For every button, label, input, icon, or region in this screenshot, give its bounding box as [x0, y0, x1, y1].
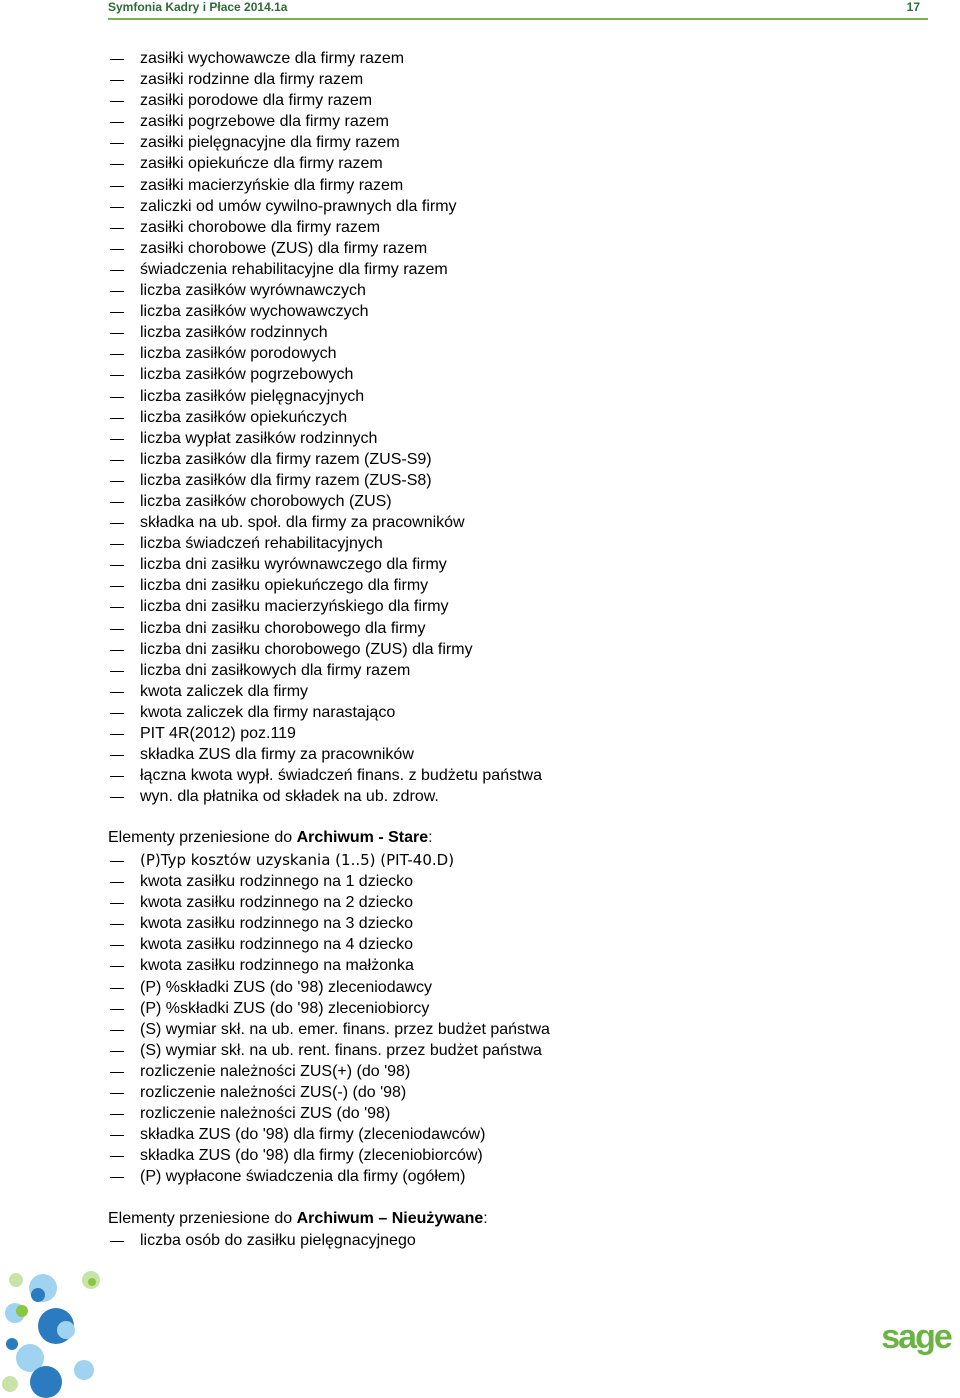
list-item-text: (P) %składki ZUS (do '98) zleceniobiorcy	[140, 999, 430, 1017]
list-item	[108, 343, 868, 364]
list-item	[108, 596, 868, 617]
list-item-text: kwota zasiłku rodzinnego na 2 dziecko	[140, 894, 414, 912]
list-item	[108, 660, 868, 681]
list-item	[108, 175, 868, 196]
list-item-text: liczba zasiłków dla firmy razem (ZUS-S8)	[140, 471, 432, 489]
list-item-text: składka ZUS (do '98) dla firmy (zleceniodawców)	[140, 1126, 486, 1144]
list-item-text: składka ZUS (do '98) dla firmy (zleceniobiorców)	[140, 1147, 483, 1165]
list-item	[108, 850, 868, 871]
list-item	[108, 428, 868, 449]
list-item-text: liczba zasiłków opiekuńczych	[140, 408, 348, 426]
sage-logo	[876, 1318, 956, 1358]
list-item-text: zaliczki od umów cywilno-prawnych dla firmy	[140, 197, 457, 215]
heading-prefix: Elementy przeniesione do	[108, 1210, 297, 1227]
dot	[16, 1305, 28, 1317]
list-item-text: zasiłki opiekuńcze dla firmy razem	[140, 155, 383, 173]
list-item	[108, 955, 868, 976]
list-item	[108, 1082, 868, 1103]
list-item	[108, 786, 868, 807]
list-item	[108, 1040, 868, 1061]
archive-unused-list	[108, 1230, 868, 1251]
list-item	[108, 1061, 868, 1082]
list-item	[108, 871, 868, 892]
list-item-text: kwota zasiłku rodzinnego na 4 dziecko	[140, 936, 414, 954]
list-item-text: liczba świadczeń rehabilitacyjnych	[140, 535, 383, 553]
active-elements-list	[108, 48, 868, 807]
list-item	[108, 723, 868, 744]
list-item-text: liczba zasiłków chorobowych (ZUS)	[140, 492, 392, 510]
dot	[88, 1278, 96, 1286]
list-item-text: łączna kwota wypł. świadczeń finans. z budżetu państwa	[140, 767, 542, 785]
list-item-text: PIT 4R(2012) poz.119	[140, 725, 296, 742]
list-item	[108, 153, 868, 174]
list-item-text: zasiłki macierzyńskie dla firmy razem	[140, 176, 404, 194]
list-item	[108, 892, 868, 913]
list-item-text: kwota zaliczek dla firmy	[140, 682, 309, 700]
list-item	[108, 280, 868, 301]
heading-bold: Archiwum – Nieużywane	[296, 1210, 484, 1227]
list-item-text: kwota zasiłku rodzinnego na małżonka	[140, 957, 414, 975]
list-item	[108, 1166, 868, 1187]
decorative-dots	[0, 1268, 130, 1398]
list-item	[108, 132, 868, 153]
dot	[31, 1288, 45, 1302]
list-item-text: zasiłki chorobowe (ZUS) dla firmy razem	[140, 239, 428, 257]
logo-text: sage	[881, 1318, 951, 1356]
list-item	[108, 301, 868, 322]
list-item-text: (S) wymiar skł. na ub. rent. finans. przez budżet państwa	[140, 1041, 542, 1059]
list-item-text: liczba zasiłków porodowych	[140, 345, 337, 363]
list-item	[108, 449, 868, 470]
dot	[2, 1376, 18, 1392]
list-item	[108, 998, 868, 1019]
list-item-text: zasiłki pogrzebowe dla firmy razem	[140, 113, 389, 131]
page-header	[108, 0, 928, 20]
list-item	[108, 238, 868, 259]
heading-suffix: :	[483, 1210, 488, 1227]
list-item	[108, 618, 868, 639]
list-item	[108, 1019, 868, 1040]
list-item	[108, 48, 868, 69]
list-item-text: kwota zaliczek dla firmy narastająco	[140, 703, 396, 721]
list-item-text: zasiłki chorobowe dla firmy razem	[140, 218, 381, 236]
list-item-text: (P) %składki ZUS (do '98) zleceniodawcy	[140, 978, 433, 996]
heading-prefix: Elementy przeniesione do	[108, 829, 297, 846]
list-item	[108, 765, 868, 786]
list-item-text: liczba dni zasiłku opiekuńczego dla firmy	[140, 577, 429, 595]
list-item-text: zasiłki pielęgnacyjne dla firmy razem	[140, 134, 400, 152]
list-item	[108, 934, 868, 955]
list-item-text: liczba dni zasiłku chorobowego (ZUS) dla firmy	[140, 640, 473, 658]
list-item-text: rozliczenie należności ZUS(+) (do '98)	[140, 1062, 411, 1080]
list-item-text: liczba dni zasiłkowych dla firmy razem	[140, 661, 411, 679]
heading-suffix: :	[428, 829, 433, 846]
list-item-text: wyn. dla płatnika od składek na ub. zdrow.	[140, 788, 439, 806]
list-item-text: liczba zasiłków rodzinnych	[140, 324, 328, 342]
list-item	[108, 533, 868, 554]
list-item	[108, 407, 868, 428]
list-item	[108, 1145, 868, 1166]
list-item-text: liczba zasiłków wyrównawczych	[140, 282, 366, 300]
list-item	[108, 512, 868, 533]
list-item-text: liczba wypłat zasiłków rodzinnych	[140, 429, 378, 447]
list-item-text: składka na ub. społ. dla firmy za pracowników	[140, 514, 465, 532]
list-item	[108, 977, 868, 998]
heading-bold: Archiwum - Stare	[296, 829, 429, 846]
list-item-text: liczba dni zasiłku wyrównawczego dla firmy	[140, 556, 447, 574]
list-item-text: kwota zasiłku rodzinnego na 1 dziecko	[140, 873, 414, 891]
list-item-text: liczba zasiłków pogrzebowych	[140, 366, 354, 384]
list-item	[108, 364, 868, 385]
page-number: 17	[906, 0, 920, 14]
list-item-text: zasiłki rodzinne dla firmy razem	[140, 71, 364, 89]
section-heading-archive-unused	[108, 1208, 488, 1229]
list-item-text: liczba zasiłków pielęgnacyjnych	[140, 387, 365, 405]
list-item	[108, 1103, 868, 1124]
list-item	[108, 90, 868, 111]
list-item	[108, 575, 868, 596]
list-item	[108, 681, 868, 702]
list-item	[108, 1230, 868, 1251]
list-item-text: rozliczenie należności ZUS (do '98)	[140, 1105, 391, 1123]
list-item	[108, 913, 868, 934]
document-title: Symfonia Kadry i Płace 2014.1a	[108, 0, 288, 14]
list-item	[108, 111, 868, 132]
list-item	[108, 386, 868, 407]
dot	[30, 1366, 62, 1398]
list-item	[108, 322, 868, 343]
list-item-text: (P)Typ kosztów uzyskania (1..5) (PIT-40.D)	[140, 851, 455, 869]
list-item-text: (P) wypłacone świadczenia dla firmy (ogółem)	[140, 1168, 466, 1186]
list-item	[108, 259, 868, 280]
section-heading-archive-old	[108, 827, 433, 848]
list-item	[108, 491, 868, 512]
list-item	[108, 702, 868, 723]
list-item-text: liczba osób do zasiłku pielęgnacyjnego	[140, 1232, 416, 1249]
list-item-text: kwota zasiłku rodzinnego na 3 dziecko	[140, 915, 414, 933]
list-item	[108, 554, 868, 575]
list-item	[108, 1124, 868, 1145]
list-item-text: zasiłki porodowe dla firmy razem	[140, 92, 373, 110]
list-item-text: liczba zasiłków wychowawczych	[140, 303, 369, 321]
list-item-text: (S) wymiar skł. na ub. emer. finans. przez budżet państwa	[140, 1020, 550, 1038]
list-item	[108, 69, 868, 90]
list-item	[108, 639, 868, 660]
dot	[74, 1360, 94, 1380]
list-item	[108, 744, 868, 765]
list-item-text: składka ZUS dla firmy za pracowników	[140, 746, 414, 764]
dot	[57, 1321, 75, 1339]
list-item-text: rozliczenie należności ZUS(-) (do '98)	[140, 1084, 407, 1102]
list-item-text: liczba zasiłków dla firmy razem (ZUS-S9)	[140, 450, 432, 468]
list-item	[108, 196, 868, 217]
dot	[6, 1338, 18, 1350]
list-item-text: zasiłki wychowawcze dla firmy razem	[140, 50, 405, 67]
list-item	[108, 470, 868, 491]
dot	[9, 1273, 23, 1287]
list-item-text: liczba dni zasiłku chorobowego dla firmy	[140, 619, 426, 637]
list-item-text: liczba dni zasiłku macierzyńskiego dla firmy	[140, 598, 449, 616]
list-item-text: świadczenia rehabilitacyjne dla firmy razem	[140, 260, 448, 278]
list-item	[108, 217, 868, 238]
archive-old-list	[108, 850, 868, 1188]
